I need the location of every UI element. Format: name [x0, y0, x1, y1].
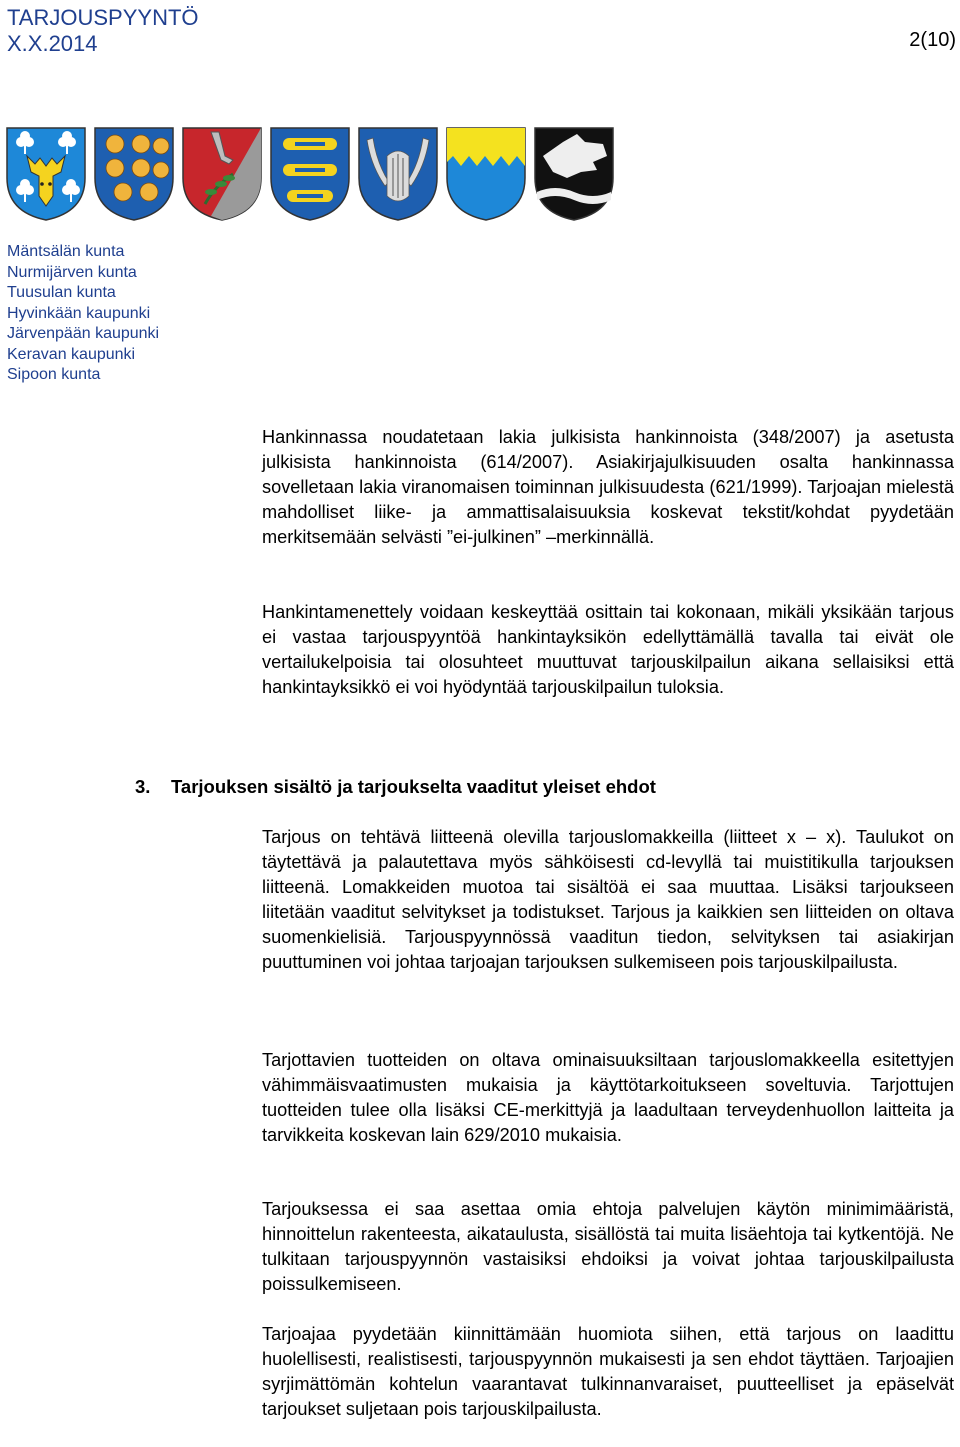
municipality-list [7, 242, 159, 386]
body-paragraph [262, 1048, 954, 1148]
body-paragraph [262, 1197, 954, 1297]
municipality-item: Mäntsälän kunta [7, 243, 125, 260]
paragraph-text: Hankintamenettely voidaan keskeyttää osittain tai kokonaan, mikäli yksikään tarjous ei vastaa tarjouspyyntöä hankintayksikön edellyttämällä tavalla tai eivät ole vertailukelpoisia tai olosuhteet muuttuvat tarjouskilpailun aikana sellaisiksi että hankintayksikkö ei voi hyödyntää tarjouskilpailun tuloksia. [262, 602, 954, 697]
document-title: TARJOUSPYYNTÖ [7, 5, 199, 30]
municipality-item: Keravan kaupunki [7, 345, 136, 363]
municipality-item: Sipoon kunta [7, 366, 101, 383]
body-paragraph [262, 600, 954, 700]
tuusula-crest-icon [181, 126, 263, 222]
jarvenpaa-crest-icon [357, 126, 439, 222]
paragraph-text: Tarjous on tehtävä liitteenä olevilla tarjouslomakkeilla (liitteet x – x). Taulukot on täytettävä ja palautettava myös sähköisesti cd-levyllä tai muistitikulla tarjouksen liitteenä. Lomakkeiden muotoa tai sisältöä ei saa muuttaa. Lisäksi tarjoukseen liitetään vaaditut selvitykset ja todistukset. Tarjous ja kaikkien sen liitteiden on oltava suomenkielisiä. Tarjouspyynnössä vaaditun tiedon, selvityksen tai asiakirjan puuttuminen voi johtaa tarjoajan tarjouksen sulkemiseen pois tarjouskilpailusta. [262, 827, 954, 972]
municipality-item: Järvenpään kaupunki [7, 325, 160, 342]
paragraph-text: Tarjottavien tuotteiden on oltava ominaisuuksiltaan tarjouslomakkeella esitettyjen vähimmäisvaatimusten mukaisia ja käyttötarkoitukseen soveltuvia. Tarjottujen tuotteiden tulee olla lisäksi CE-merkittyjä ja laadultaan terveydenhuollon laitteita ja tarvikkeita koskevan lain 629/2010 mukaisia. [262, 1050, 954, 1145]
hyvinkaa-crest-icon [269, 126, 351, 222]
paragraph-text: Tarjoajaa pyydetään kiinnittämään huomiota siihen, että tarjous on laadittu huolellisesti, realistisesti, tarjouspyynnön mukaisesti ja sen ehdot täyttäen. Tarjoajien syrjimättömän kohtelun vaarantavat tulkinnanvaraiset, puutteelliset ja epäselvät tarjoukset suljetaan pois tarjouskilpailusta. [262, 1324, 954, 1419]
document-date: X.X.2014 [7, 31, 98, 56]
nurmijarvi-crest-icon [93, 126, 175, 222]
section-title: Tarjouksen sisältö ja tarjoukselta vaaditut yleiset ehdot [171, 776, 656, 797]
mantsala-crest-icon [5, 126, 87, 222]
kerava-crest-icon [445, 126, 527, 222]
body-paragraph [262, 1322, 954, 1422]
sipoo-crest-icon [533, 126, 615, 222]
municipality-item: Hyvinkään kaupunki [7, 304, 151, 322]
municipality-crests [5, 126, 615, 222]
municipality-item: Nurmijärven kunta [7, 263, 137, 281]
section-number: 3. [135, 776, 151, 797]
municipality-item: Tuusulan kunta [7, 284, 116, 301]
paragraph-text: Tarjouksessa ei saa asettaa omia ehtoja palvelujen käytön minimimääristä, hinnoittelun rakenteesta, aikataulusta, sisällöstä tai muita lisäehtoja tai kytkentöjä. Ne tulkitaan tarjouspyynnön vastaisiksi ehdoiksi ja voivat johtaa tarjouskilpailusta poissulkemiseen. [262, 1199, 954, 1294]
body-paragraph [262, 825, 954, 974]
paragraph-text: Hankinnassa noudatetaan lakia julkisista hankinnoista (348/2007) ja asetusta julkisista hankinnoista (614/2007). Asiakirjajulkisuuden osalta hankinnassa sovelletaan lakia viranomaisen toiminnan julkisuudesta (621/1999). Tarjoajan mielestä mahdolliset liike- ja ammattisalaisuuksia koskevat tekstit/kohdat pyydetään merkitsemään selvästi ”ei-julkinen” –merkinnällä. [262, 427, 954, 547]
section-heading [135, 774, 656, 800]
body-paragraph [262, 425, 954, 550]
page-number: 2(10) [909, 29, 956, 51]
